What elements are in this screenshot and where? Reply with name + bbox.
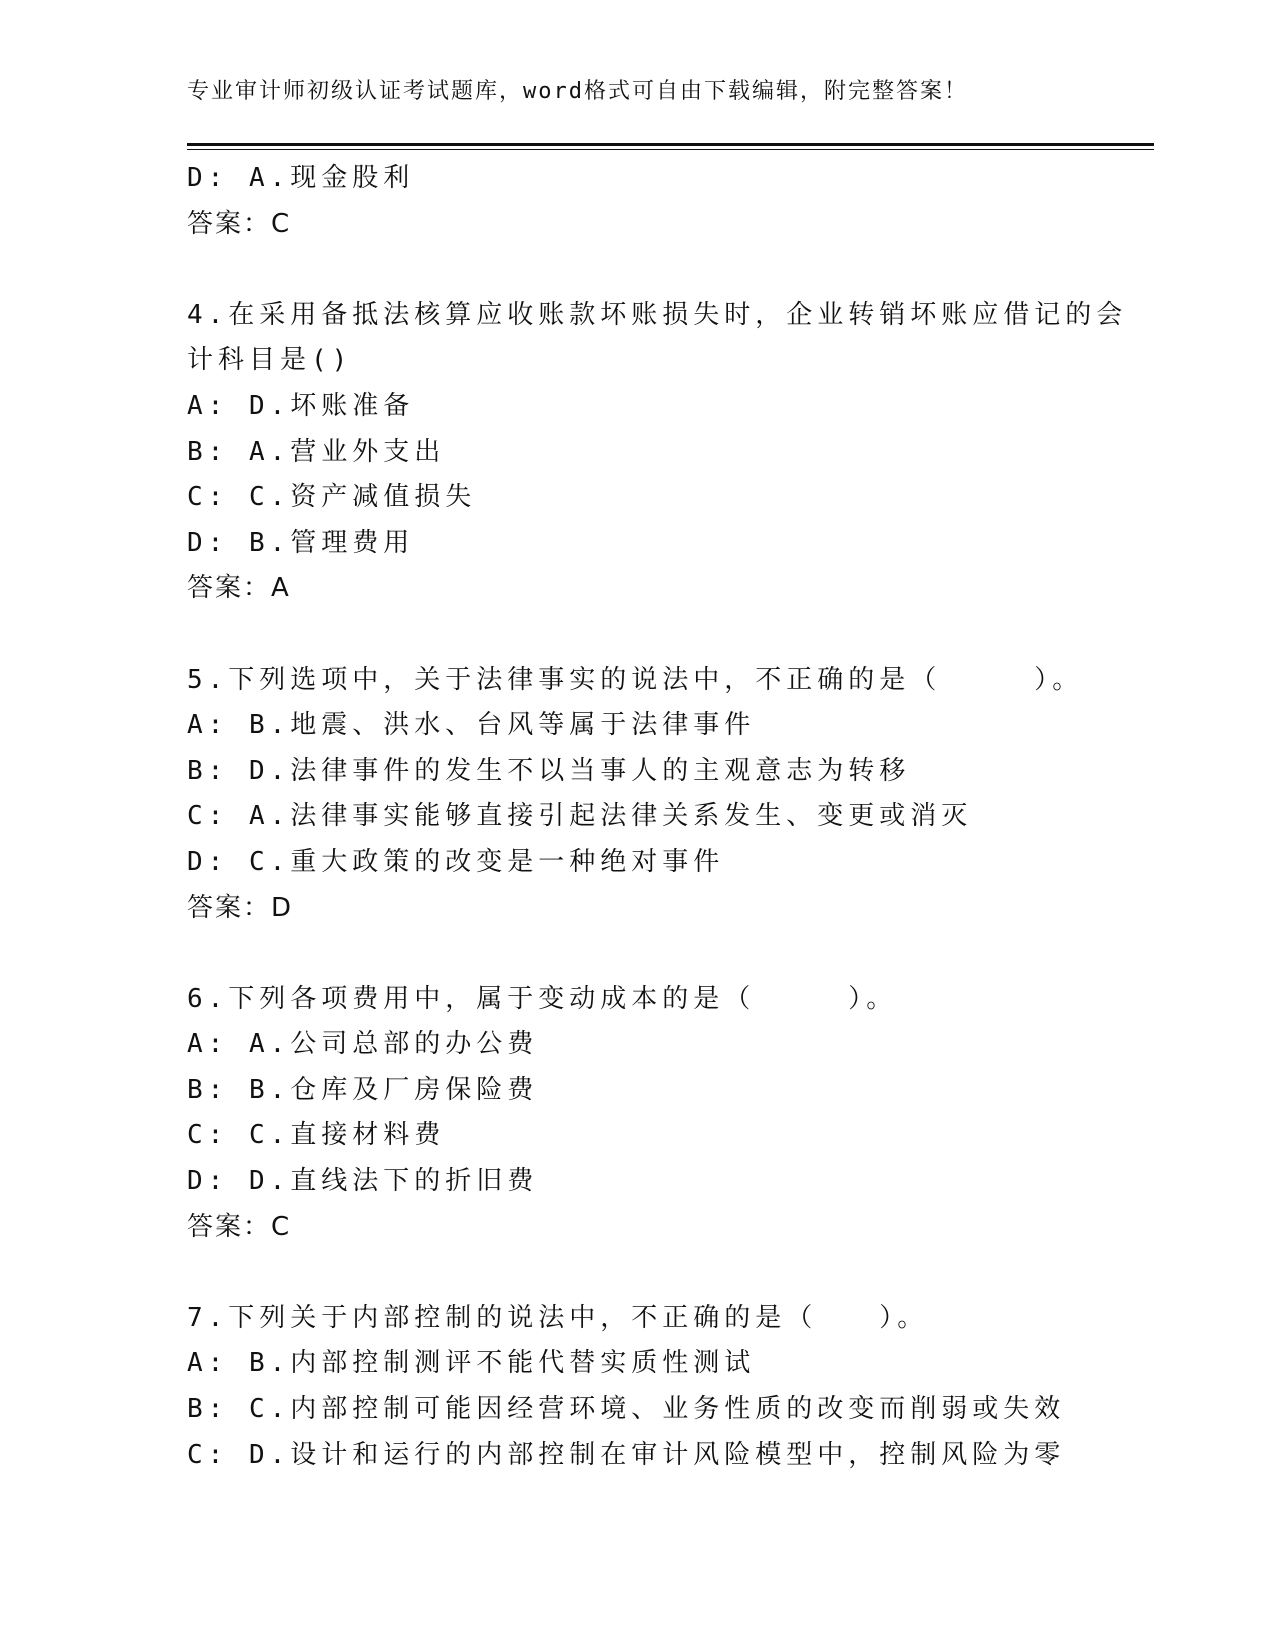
- option-c: C: A.法律事实能够直接引起法律关系发生、变更或消灭: [187, 801, 973, 832]
- option-d: D: B.管理费用: [187, 527, 415, 558]
- option-b: B: B.仓库及厂房保险费: [187, 1074, 539, 1105]
- option-b: B: D.法律事件的发生不以当事人的主观意志为转移: [187, 755, 911, 786]
- header-rule-thick: [187, 143, 1154, 146]
- question-7: [187, 1296, 1147, 1478]
- option-c: C: D.设计和运行的内部控制在审计风险模型中，控制风险为零: [187, 1439, 1066, 1470]
- option-a: A: B.地震、洪水、台风等属于法律事件: [187, 710, 756, 741]
- spacer: [187, 612, 1147, 658]
- page-header: 专业审计师初级认证考试题库，word格式可自由下载编辑，附完整答案！: [187, 79, 968, 104]
- question-6: [187, 977, 1147, 1251]
- answer: 答案：C: [187, 1211, 292, 1242]
- option-d: D: C.重大政策的改变是一种绝对事件: [187, 846, 725, 877]
- answer: 答案：D: [187, 892, 294, 923]
- header-rule-thin: [187, 149, 1154, 150]
- option-d: D: D.直线法下的折旧费: [187, 1166, 539, 1197]
- question-stem: 计科目是(): [187, 345, 353, 376]
- option-d: D: A.现金股利: [187, 163, 415, 193]
- option-c: C: C.直接材料费: [187, 1120, 446, 1151]
- spacer: [187, 1250, 1147, 1296]
- option-b: B: A.营业外支出: [187, 436, 446, 467]
- option-a: A: A.公司总部的办公费: [187, 1029, 539, 1060]
- question-4: [187, 293, 1147, 612]
- question-stem: 7.下列关于内部控制的说法中，不正确的是（ ）。: [187, 1302, 929, 1333]
- question-5: [187, 658, 1147, 932]
- question-stem: 4.在采用备抵法核算应收账款坏账损失时，企业转销坏账应借记的会: [187, 299, 1128, 330]
- question-stem: 6.下列各项费用中，属于变动成本的是（ ）。: [187, 983, 898, 1014]
- spacer: [187, 931, 1147, 977]
- option-c: C: C.资产减值损失: [187, 482, 477, 513]
- option-a: A: D.坏账准备: [187, 390, 415, 421]
- answer: 答案：C: [187, 208, 292, 239]
- question-stem: 5.下列选项中，关于法律事实的说法中，不正确的是（ ）。: [187, 664, 1084, 695]
- spacer: [187, 247, 1147, 293]
- document-body: [187, 156, 1147, 1478]
- option-a: A: B.内部控制测评不能代替实质性测试: [187, 1348, 756, 1379]
- option-b: B: C.内部控制可能因经营环境、业务性质的改变而削弱或失效: [187, 1394, 1066, 1425]
- answer: 答案：A: [187, 573, 291, 604]
